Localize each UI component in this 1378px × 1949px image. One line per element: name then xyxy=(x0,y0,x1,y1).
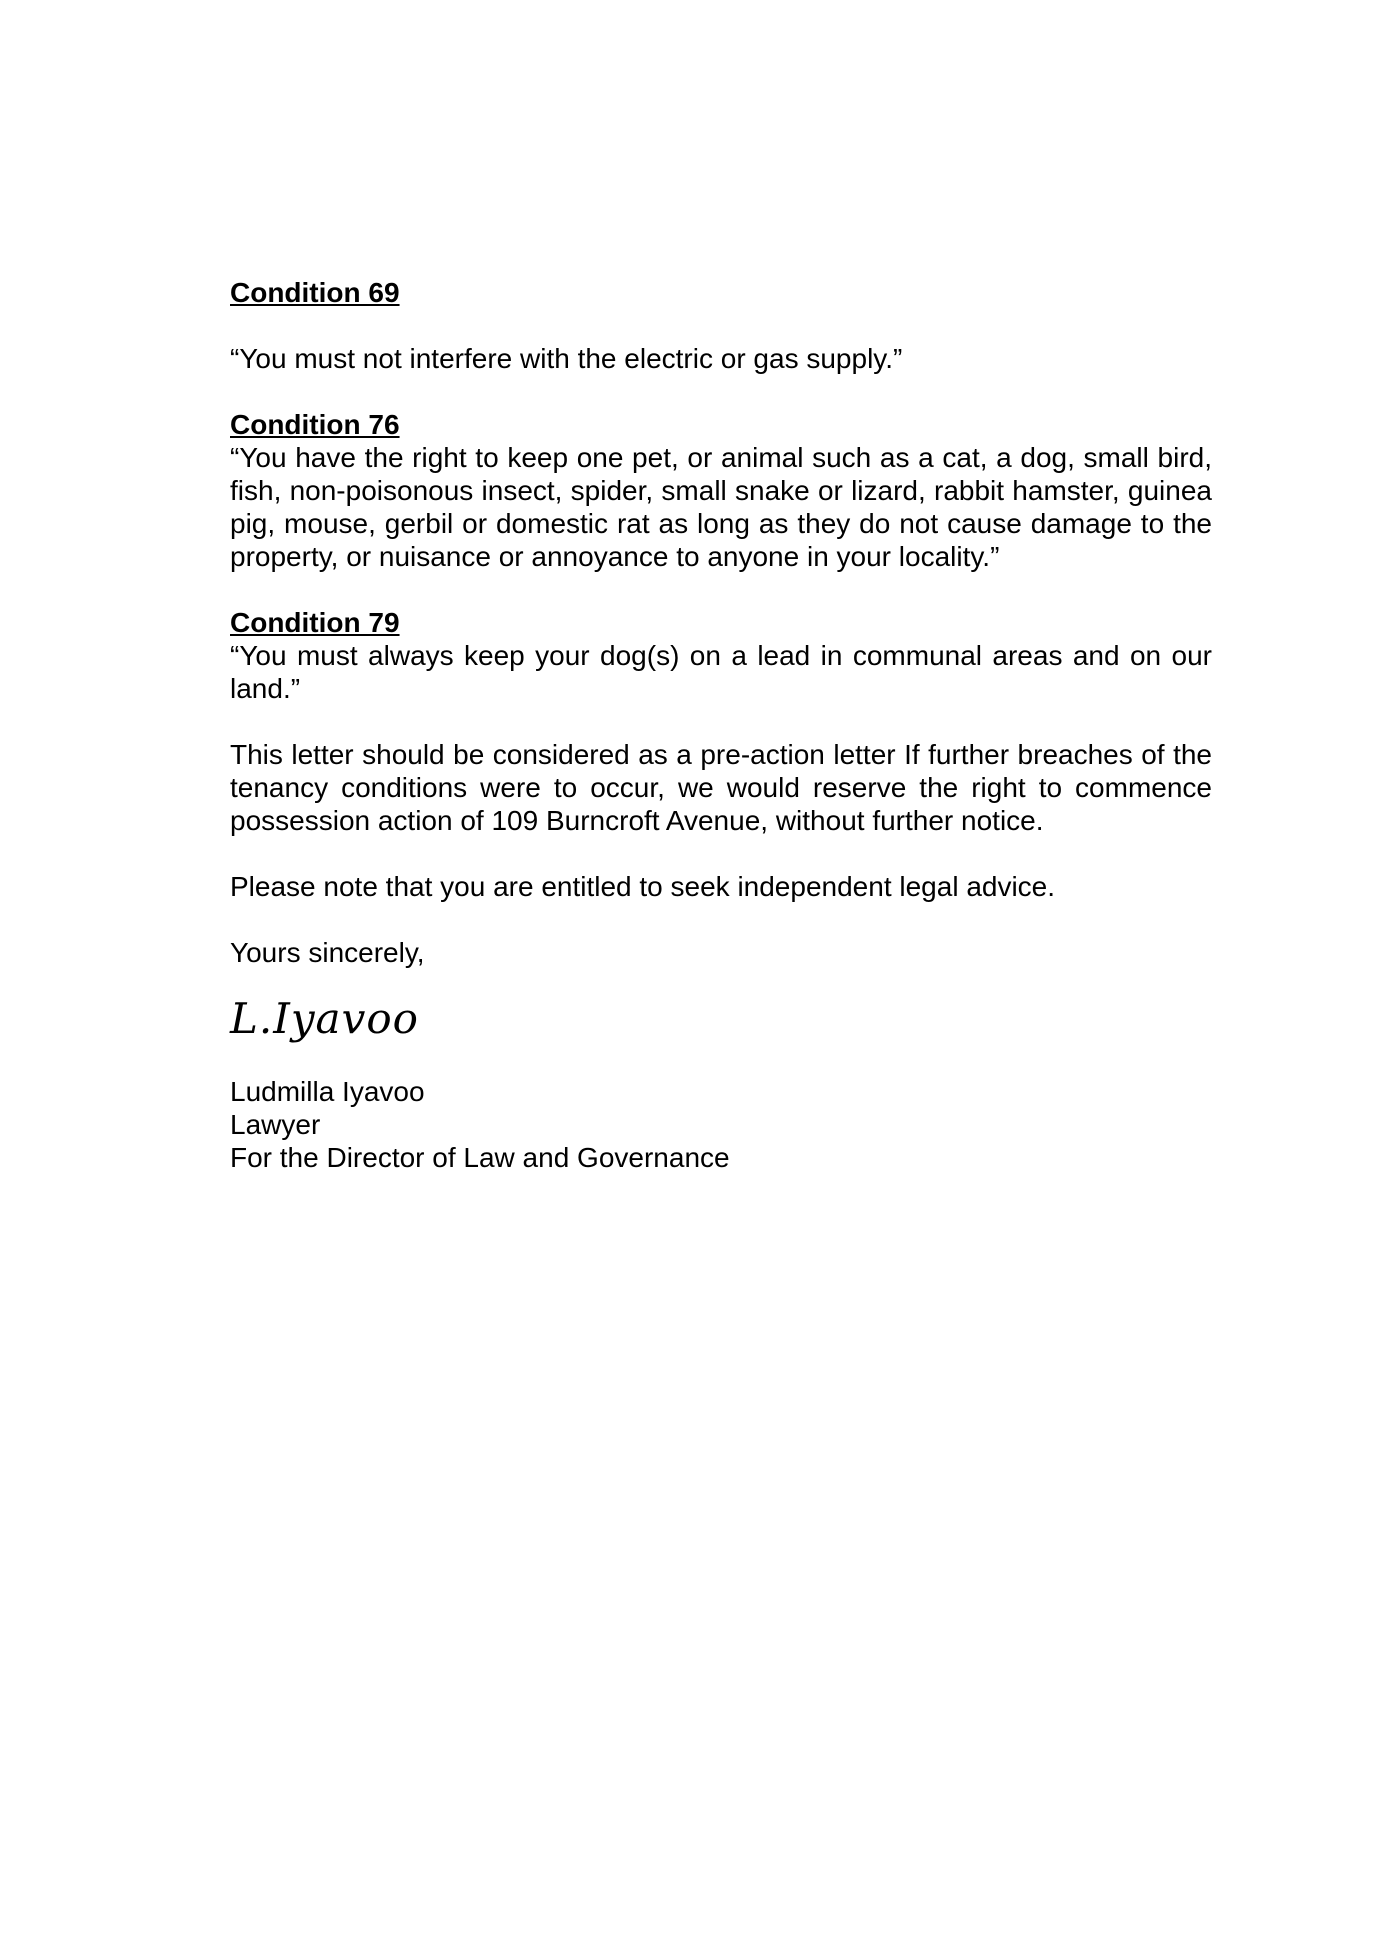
condition-heading: Condition 76 xyxy=(230,409,400,440)
condition-quote: “You must always keep your dog(s) on a lead in communal areas and on our land.” xyxy=(230,640,1212,704)
signatory-name: Ludmilla Iyavoo xyxy=(230,1076,425,1107)
pre-action-paragraph: This letter should be considered as a pre-action letter If further breaches of the tenancy conditions were to occur, we would reserve the right to commence possession action of 109 Burncroft Avenue, without further notice. xyxy=(230,739,1212,836)
condition-section xyxy=(230,408,1212,573)
legal-advice-paragraph: Please note that you are entitled to seek independent legal advice. xyxy=(230,871,1056,902)
signature-handwriting: L.Iyavoo xyxy=(230,994,419,1043)
closing-salutation: Yours sincerely, xyxy=(230,937,425,968)
condition-heading: Condition 69 xyxy=(230,277,400,308)
signoff-block xyxy=(230,1075,1212,1174)
condition-section xyxy=(230,606,1212,705)
signatory-organization: For the Director of Law and Governance xyxy=(230,1142,730,1173)
condition-quote: “You have the right to keep one pet, or animal such as a cat, a dog, small bird, fish, non-poisonous insect, spider, small snake or lizard, rabbit hamster, guinea pig, mouse, gerbil or domestic rat as long as they do not cause damage to the property, or nuisance or annoyance to anyone in your locality.” xyxy=(230,442,1212,572)
signatory-role: Lawyer xyxy=(230,1109,321,1140)
condition-section xyxy=(230,276,1212,375)
condition-heading: Condition 79 xyxy=(230,607,400,638)
condition-quote: “You must not interfere with the electric or gas supply.” xyxy=(230,343,903,374)
